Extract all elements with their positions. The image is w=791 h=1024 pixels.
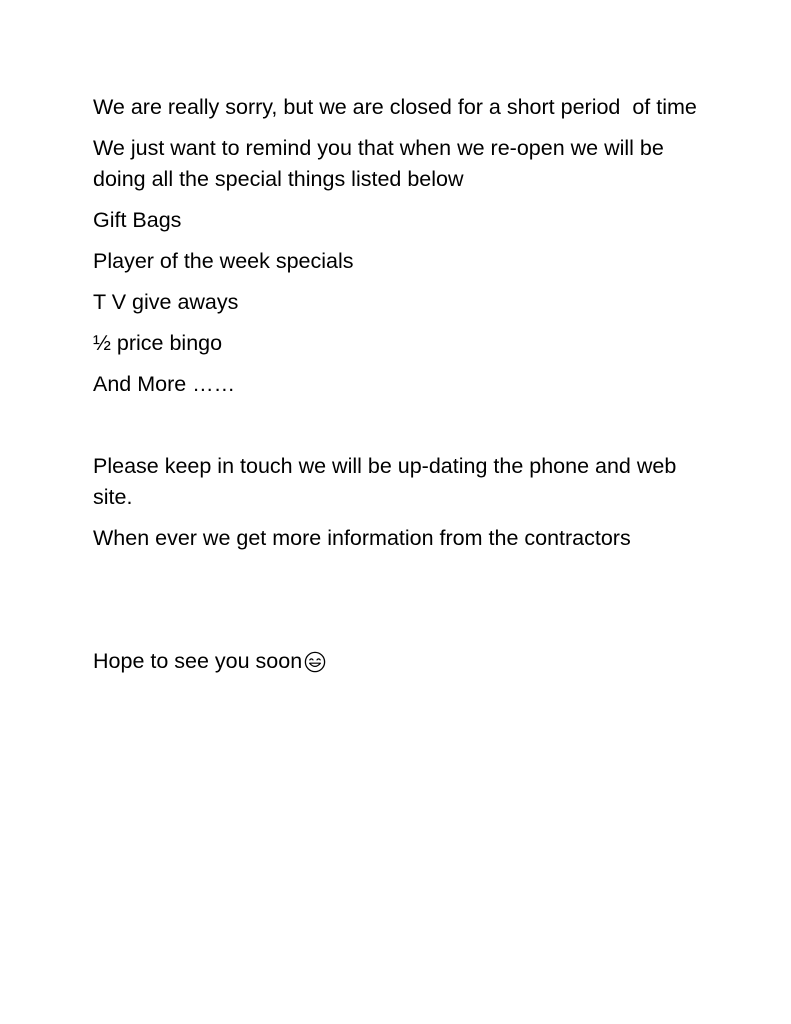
reminder-paragraph: We just want to remind you that when we re-open we will be doing all the special things listed below [93, 136, 670, 191]
special-item-gift-bags: Gift Bags [93, 208, 182, 232]
special-item-and-more: And More …… [93, 372, 236, 396]
closing-text: Hope to see you soon [93, 649, 303, 673]
spacer [93, 410, 713, 451]
keep-in-touch-paragraph: Please keep in touch we will be up-dating the phone and web site. [93, 454, 683, 509]
closing-line [93, 646, 713, 677]
special-item-player-of-week: Player of the week specials [93, 249, 354, 273]
contractors-paragraph: When ever we get more information from the contractors [93, 526, 631, 550]
special-item-tv-give-aways: T V give aways [93, 290, 239, 314]
intro-paragraph: We are really sorry, but we are closed for a short period of time [93, 95, 697, 119]
smiling-face-icon [304, 651, 326, 673]
special-item-half-price-bingo: ½ price bingo [93, 331, 223, 355]
spacer-large [93, 564, 713, 646]
notice-body [93, 92, 713, 687]
